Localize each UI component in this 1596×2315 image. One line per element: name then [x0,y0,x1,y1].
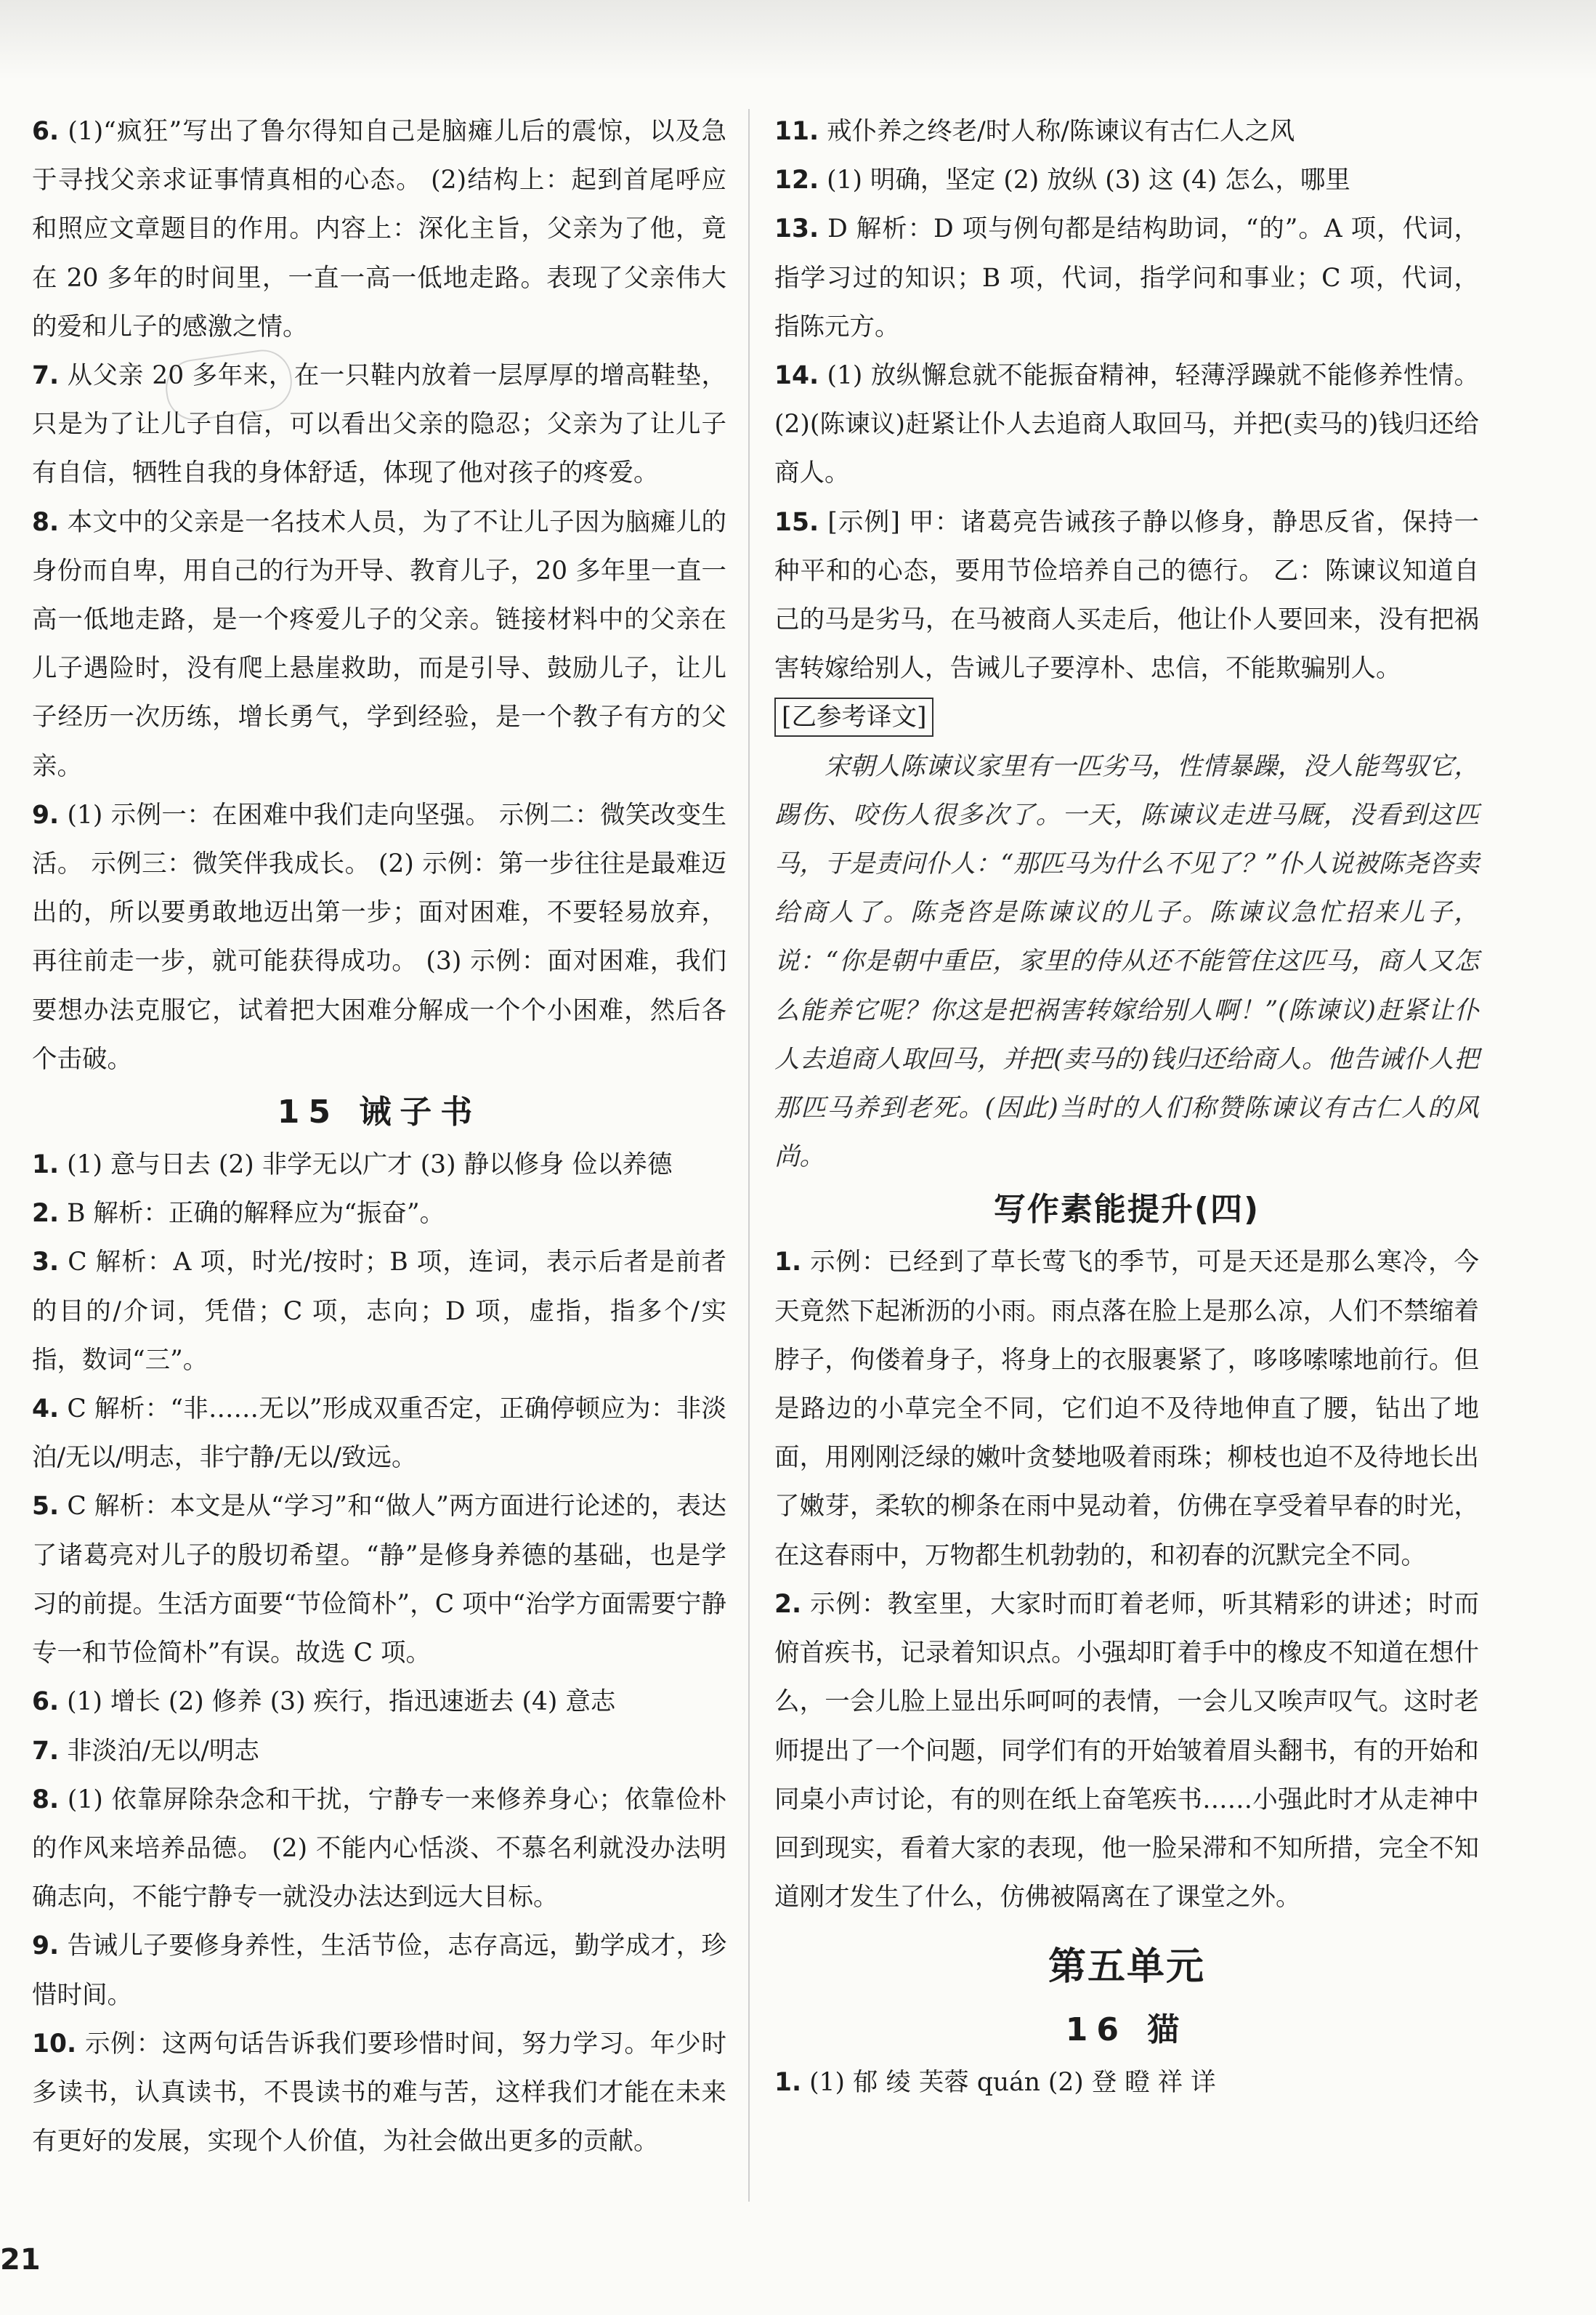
answer-item: 4. C 解析：“非……无以”形成双重否定，正确停顿应为：非淡泊/无以/明志，非宁静/无以/致远。 [32,1394,726,1473]
left-column [32,108,726,2166]
answer-item: 15. [示例] 甲：诸葛亮告诫孩子静以修身，静思反省，保持一种平和的心态，要用节俭培养自己的德行。 乙：陈谏议知道自己的马是劣马，在马被商人买走后，他让仆人要回来，没有把祸害转嫁给别人，告诫儿子要淳朴、忠信，不能欺骗别人。 [774,507,1479,684]
answer-item: 14. (1) 放纵懈怠就不能振奋精神，轻薄浮躁就不能修养性情。 (2)(陈谏议)赶紧让仆人去追商人取回马，并把(卖马的)钱归还给商人。 [774,361,1479,488]
section-15-answers [32,1141,726,2166]
answer-item: 1. 示例：已经到了草长莺飞的季节，可是天还是那么寒冷，今天竟然下起淅沥的小雨。雨点落在脸上是那么凉，人们不禁缩着脖子，佝偻着身子，将身上的衣服裹紧了，哆哆嗦嗦地前行。但是路边的小草完全不同，它们迫不及待地伸直了腰，钻出了地面，用刚刚泛绿的嫩叶贪婪地吸着雨珠；柳枝也迫不及待地长出了嫩芽，柔软的柳条在雨中晃动着，仿佛在享受着早春的时光，在这春雨中，万物都生机勃勃的，和初春的沉默完全不同。 [774,1248,1480,1570]
answer-q7: 7. 从父亲 20 多年来，在一只鞋内放着一层厚厚的增高鞋垫，只是为了让儿子自信，可以看出父亲的隐忍；父亲为了让儿子有自信，牺牲自我的身体舒适，体现了他对孩子的疼爱。 [32,361,726,488]
page-number: 21 [0,2243,41,2276]
answer-item: 13. D 解析：D 项与例句都是结构助词，“的”。A 项，代词，指学习过的知识；B 项，代词，指学问和事业；C 项，代词，指陈元方。 [774,214,1479,342]
translation-text: 宋朝人陈谏议家里有一匹劣马，性情暴躁，没人能驾驭它，踢伤、咬伤人很多次了。一天，陈谏议走进马厩，没看到这匹马，于是责问仆人：“那匹马为什么不见了？”仆人说被陈尧咨卖给商人了。陈尧咨是陈谏议的儿子。陈谏议急忙招来儿子，说：“你是朝中重臣，家里的侍从还不能管住这匹马，商人又怎么能养它呢？你这是把祸害转嫁给别人啊！”(陈谏议)赶紧让仆人去追商人取回马，并把(卖马的)钱归还给商人。他告诫仆人把那匹马养到老死。(因此)当时的人们称赞陈谏议有古仁人的风尚。 [774,751,1479,1172]
section-15-title: 15 诫子书 [277,1094,482,1131]
page-top-shadow [0,0,1596,80]
answer-item: 1. (1) 意与日去 (2) 非学无以广才 (3) 静以修身 俭以养德 [32,1150,673,1180]
answer-item: 1. (1) 郁 绫 芙蓉 quán (2) 登 瞪 祥 详 [774,2068,1216,2098]
answer-item: 2. B 解析：正确的解释应为“振奋”。 [32,1199,445,1229]
answer-item: 7. 非淡泊/无以/明志 [32,1736,259,1766]
answer-item: 9. 告诫儿子要修身养性，生活节俭，志存高远，勤学成才，珍惜时间。 [32,1931,726,2010]
answer-item: 3. C 解析：A 项，时光/按时；B 项，连词，表示后者是前者的目的/介词，凭借；C 项，志向；D 项，虚指，指多个/实指，数词“三”。 [32,1248,726,1375]
answer-item: 5. C 解析：本文是从“学习”和“做人”两方面进行论述的，表达了诸葛亮对儿子的殷切希望。“静”是修身养德的基础，也是学习的前提。生活方面要“节俭简朴”，C 项中“治学方面需要宁静专一和节俭简朴”有误。故选 C 项。 [32,1492,726,1668]
writing-section-title: 写作素能提升(四) [993,1191,1260,1229]
answer-q6: 6. (1)“疯狂”写出了鲁尔得知自己是脑瘫儿后的震惊，以及急于寻找父亲求证事情真相的心态。 (2)结构上：起到首尾呼应和照应文章题目的作用。内容上：深化主旨，父亲为了他，竟在 20 多年的时间里，一直一高一低地走路。表现了父亲伟大的爱和儿子的感激之情。 [32,117,726,342]
answer-item: 12. (1) 明确，坚定 (2) 放纵 (3) 这 (4) 怎么，哪里 [774,166,1350,195]
translation-tag: [乙参考译文] [774,698,933,737]
right-column [774,108,1479,2108]
answer-item: 6. (1) 增长 (2) 修养 (3) 疾行，指迅速逝去 (4) 意志 [32,1687,616,1717]
column-divider [748,109,750,2202]
unit-title: 第五单元 [1048,1945,1205,1989]
answer-item: 11. 戒仆养之终老/时人称/陈谏议有古仁人之风 [774,117,1295,146]
answer-item: 10. 示例：这两句话告诉我们要珍惜时间，努力学习。年少时多读书，认真读书，不畏读书的难与苦，这样我们才能在未来有更好的发展，实现个人价值，为社会做出更多的贡献。 [32,2029,727,2157]
answer-item: 2. 示例：教室里，大家时而盯着老师，听其精彩的讲述；时而俯首疾书，记录着知识点。小强却盯着手中的橡皮不知道在想什么，一会儿脸上显出乐呵呵的表情，一会儿又唉声叹气。这时老师提出了一个问题，同学们有的开始皱着眉头翻书，有的开始和同桌小声讨论，有的则在纸上奋笔疾书……小强此时才从走神中回到现实，看着大家的表现，他一脸呆滞和不知所措，完全不知道刚才发生了什么，仿佛被隔离在了课堂之外。 [774,1589,1480,1912]
answer-q9: 9. (1) 示例一：在困难中我们走向坚强。 示例二：微笑改变生活。 示例三：微笑伴我成长。 (2) 示例：第一步往往是最难迈出的，所以要勇敢地迈出第一步；面对困难，不要轻易放弃，再往前走一步，就可能获得成功。 (3) 示例：面对困难，我们要想办法克服它，试着把大困难分解成一个个小困难，然后各个击破。 [32,800,726,1074]
section-16-title: 16 猫 [1065,2011,1188,2049]
answer-q8: 8. 本文中的父亲是一名技术人员，为了不让儿子因为脑瘫儿的身份而自卑，用自己的行为开导、教育儿子，20 多年里一直一高一低地走路，是一个疼爱儿子的父亲。链接材料中的父亲在儿子遇险时，没有爬上悬崖救助，而是引导、鼓励儿子，让儿子经历一次历练，增长勇气，学到经验，是一个教子有方的父亲。 [32,507,726,781]
answer-item: 8. (1) 依靠屏除杂念和干扰，宁静专一来修养身心；依靠俭朴的作风来培养品德。 (2) 不能内心恬淡、不慕名利就没办法明确志向，不能宁静专一就没办法达到远大目标。 [32,1785,726,1912]
